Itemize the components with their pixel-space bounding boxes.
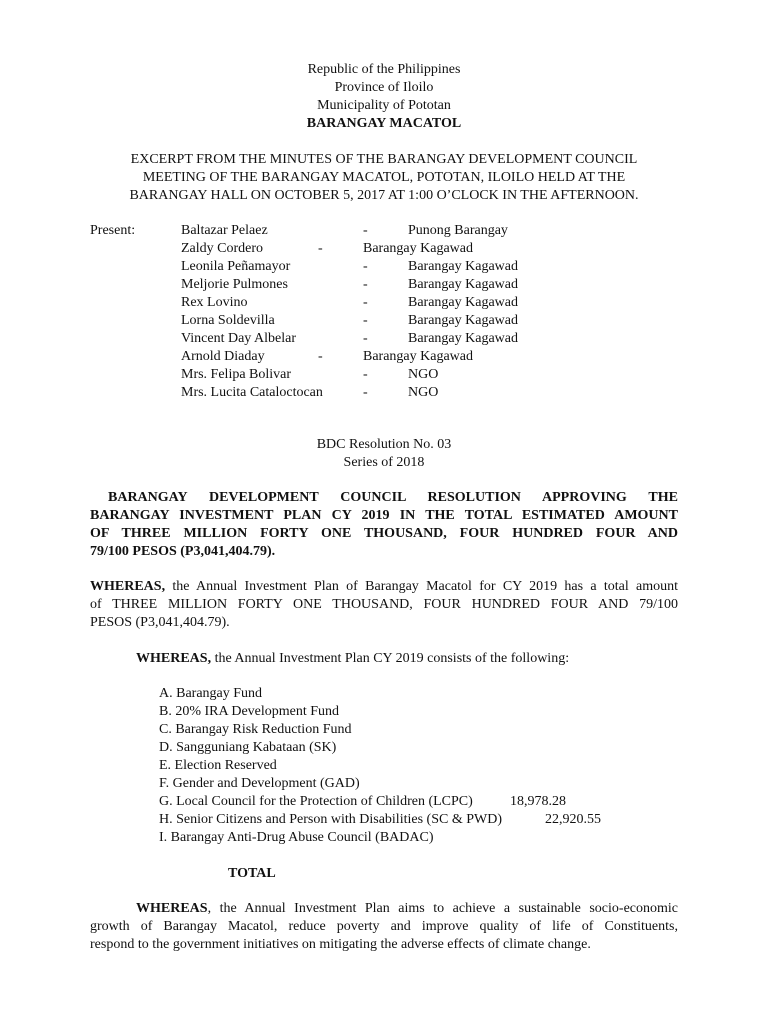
attendee-position: Punong Barangay — [408, 223, 508, 238]
fund-label: C. Barangay Risk Reduction Fund — [159, 722, 352, 737]
attendee-name: Vincent Day Albelar — [181, 331, 297, 346]
whereas-3-text: , the Annual Investment Plan aims to achieve a sustainable socio-economic — [207, 901, 678, 916]
whereas-paragraph-2 — [136, 650, 569, 668]
attendee-name: Mrs. Felipa Bolivar — [181, 367, 292, 382]
resolution-title-line: 79/100 PESOS (P3,041,404.79). — [90, 544, 276, 559]
attendee-dash: - — [363, 367, 368, 382]
attendee-position: Barangay Kagawad — [408, 295, 519, 310]
fund-label: A. Barangay Fund — [159, 686, 263, 701]
header-municipality: Municipality of Pototan — [317, 98, 451, 113]
attendee-dash: - — [363, 313, 368, 328]
attendee-dash: - — [363, 259, 368, 274]
resolution-number: BDC Resolution No. 03 — [316, 437, 452, 452]
whereas-keyword: WHEREAS, — [136, 651, 212, 666]
whereas-3-line: respond to the government initiatives on mitigating the adverse effects of climate change. — [90, 937, 591, 952]
attendee-dash: - — [318, 241, 323, 256]
attendee-position: Barangay Kagawad — [363, 349, 474, 364]
resolution-title-line: OF THREE MILLION FORTY ONE THOUSAND, FOUR HUNDRED FOUR AND — [90, 526, 678, 541]
whereas-3-line — [90, 900, 678, 918]
attendee-position: Barangay Kagawad — [408, 313, 519, 328]
whereas-keyword: WHEREAS — [136, 901, 208, 916]
attendee-position: Barangay Kagawad — [408, 331, 519, 346]
whereas-1-line: of THREE MILLION FORTY ONE THOUSAND, FOUR HUNDRED FOUR AND 79/100 — [90, 597, 678, 612]
attendee-name: Baltazar Pelaez — [181, 223, 268, 238]
resolution-title-line: BARANGAY DEVELOPMENT COUNCIL RESOLUTION APPROVING THE — [108, 490, 678, 505]
attendee-position: Barangay Kagawad — [408, 277, 519, 292]
attendee-position: Barangay Kagawad — [408, 259, 519, 274]
whereas-1-text: the Annual Investment Plan of Barangay Macatol for CY 2019 has a total amount — [165, 579, 678, 594]
total-label: TOTAL — [228, 866, 276, 881]
attendee-dash: - — [363, 295, 368, 310]
attendee-name: Mrs. Lucita Cataloctocan — [181, 385, 323, 400]
attendee-name: Meljorie Pulmones — [181, 277, 288, 292]
whereas-2-text: the Annual Investment Plan CY 2019 consists of the following: — [211, 651, 570, 666]
attendee-name: Leonila Peñamayor — [181, 259, 291, 274]
fund-label: D. Sangguniang Kabataan (SK) — [159, 740, 337, 755]
header-republic: Republic of the Philippines — [307, 62, 461, 77]
fund-label: G. Local Council for the Protection of Children (LCPC) — [159, 794, 473, 809]
present-label: Present: — [90, 223, 136, 238]
fund-label: I. Barangay Anti-Drug Abuse Council (BADAC) — [159, 830, 434, 845]
fund-label: F. Gender and Development (GAD) — [159, 776, 360, 791]
attendee-name: Lorna Soldevilla — [181, 313, 275, 328]
whereas-3-line: growth of Barangay Macatol, reduce poverty and improve quality of life of Constituents, — [90, 919, 678, 934]
fund-label: B. 20% IRA Development Fund — [159, 704, 340, 719]
attendee-position: NGO — [408, 367, 439, 382]
attendee-name: Arnold Diaday — [181, 349, 265, 364]
excerpt-line-1: EXCERPT FROM THE MINUTES OF THE BARANGAY DEVELOPMENT COUNCIL — [130, 152, 638, 167]
attendee-dash: - — [363, 331, 368, 346]
attendee-position: NGO — [408, 385, 439, 400]
excerpt-line-2: MEETING OF THE BARANGAY MACATOL, POTOTAN, ILOILO HELD AT THE — [142, 170, 626, 185]
whereas-1-line — [90, 578, 678, 596]
header-barangay: BARANGAY MACATOL — [306, 116, 462, 131]
fund-label: E. Election Reserved — [159, 758, 277, 773]
fund-label: H. Senior Citizens and Person with Disabilities (SC & PWD) — [159, 812, 502, 827]
whereas-1-line: PESOS (P3,041,404.79). — [90, 615, 230, 630]
attendee-position: Barangay Kagawad — [363, 241, 474, 256]
attendee-dash: - — [363, 223, 368, 238]
fund-amount: 18,978.28 — [510, 794, 566, 809]
attendee-dash: - — [363, 385, 368, 400]
resolution-series: Series of 2018 — [343, 455, 425, 470]
attendee-dash: - — [318, 349, 323, 364]
whereas-keyword: WHEREAS, — [90, 579, 166, 594]
header-province: Province of Iloilo — [334, 80, 434, 95]
attendee-name: Rex Lovino — [181, 295, 248, 310]
attendee-dash: - — [363, 277, 368, 292]
fund-amount: 22,920.55 — [545, 812, 601, 827]
excerpt-line-3: BARANGAY HALL ON OCTOBER 5, 2017 AT 1:00 O’CLOCK IN THE AFTERNOON. — [129, 188, 639, 203]
attendee-name: Zaldy Cordero — [181, 241, 264, 256]
resolution-title-line: BARANGAY INVESTMENT PLAN CY 2019 IN THE TOTAL ESTIMATED AMOUNT — [90, 508, 678, 523]
